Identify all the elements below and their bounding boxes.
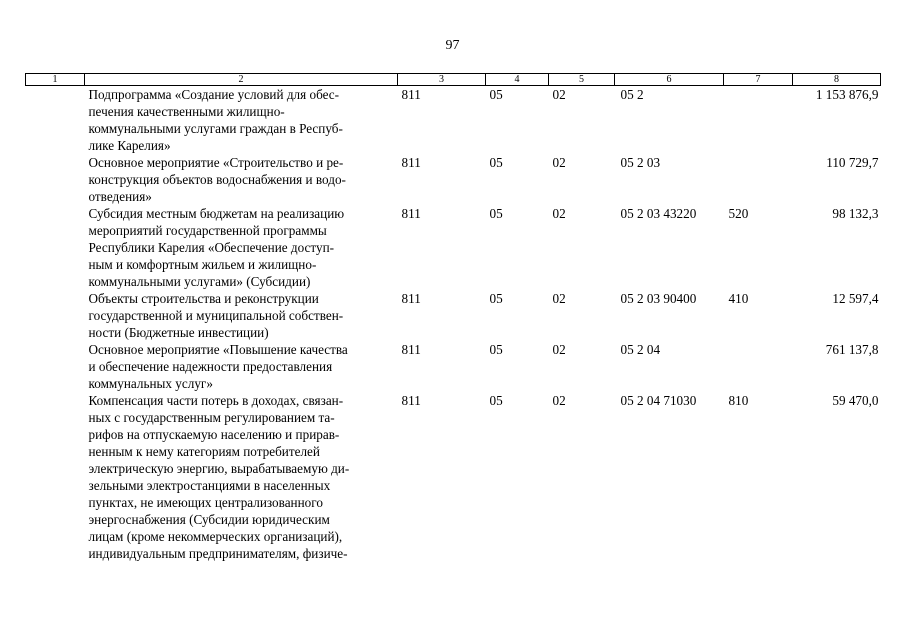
- expense-type-code: [724, 154, 793, 205]
- ministry-code: 811: [401, 206, 421, 221]
- column-header-5: 5: [549, 74, 615, 86]
- amount-value: 761 137,8: [825, 342, 879, 357]
- subsection-code: 02: [552, 87, 566, 102]
- section-code: 05: [489, 393, 503, 408]
- line-item-name-line: зельными электростанциями в населенных: [88, 478, 331, 493]
- column-header-3: 3: [398, 74, 486, 86]
- target-item-code: 05 2 03: [620, 155, 661, 170]
- section-code: 05: [489, 206, 503, 221]
- amount-value: 110 729,7: [826, 155, 879, 170]
- column-header-7: 7: [724, 74, 793, 86]
- amount-value: 98 132,3: [832, 206, 879, 221]
- line-item-name-line: и обеспечение надежности предоставления: [88, 359, 333, 374]
- expense-type-code: 520: [728, 206, 749, 221]
- page-number: 97: [445, 38, 460, 53]
- column-header-6: 6: [615, 74, 724, 86]
- subsection-code: 02: [552, 291, 566, 306]
- line-item-name-line: рифов на отпускаемую населению и прирав-: [88, 427, 340, 442]
- line-item-name: [85, 341, 398, 392]
- line-item-name-line: ненным к нему категориям потребителей: [88, 444, 320, 459]
- column-header-4: 4: [486, 74, 549, 86]
- line-item-name-line: коммунальными услугами граждан в Респуб-: [88, 121, 343, 136]
- line-item-name-line: Компенсация части потерь в доходах, связан-: [88, 393, 344, 408]
- ministry-code: 811: [401, 291, 421, 306]
- table-row: [26, 86, 881, 155]
- cell-col-1: [26, 86, 85, 155]
- table-row: [26, 392, 881, 562]
- ministry-code: 811: [401, 393, 421, 408]
- target-item-code: 05 2 04: [620, 342, 661, 357]
- line-item-name-line: отведения»: [88, 189, 152, 204]
- line-item-name-line: Подпрограмма «Создание условий для обес-: [88, 87, 340, 102]
- line-item-name: [85, 392, 398, 562]
- section-code: 05: [489, 155, 503, 170]
- budget-table: [25, 73, 881, 562]
- line-item-name-line: ности (Бюджетные инвестиции): [88, 325, 269, 340]
- amount-value: 1 153 876,9: [815, 87, 879, 102]
- line-item-name-line: лике Карелия»: [88, 138, 171, 153]
- line-item-name-line: энергоснабжения (Субсидии юридическим: [88, 512, 330, 527]
- line-item-name-line: ным и комфортным жильем и жилищно-: [88, 257, 317, 272]
- cell-col-1: [26, 154, 85, 205]
- line-item-name-line: ных с государственным регулированием та-: [88, 410, 335, 425]
- line-item-name-line: пунктах, не имеющих централизованного: [88, 495, 323, 510]
- target-item-code: 05 2 03 43220: [620, 206, 697, 221]
- line-item-name: [85, 205, 398, 290]
- line-item-name-line: Субсидия местным бюджетам на реализацию: [88, 206, 345, 221]
- ministry-code: 811: [401, 155, 421, 170]
- column-header-1: 1: [26, 74, 85, 86]
- table-body: [26, 86, 881, 563]
- target-item-code: 05 2 03 90400: [620, 291, 697, 306]
- subsection-code: 02: [552, 393, 566, 408]
- subsection-code: 02: [552, 206, 566, 221]
- table-row: [26, 290, 881, 341]
- line-item-name-line: Основное мероприятие «Строительство и ре-: [88, 155, 344, 170]
- subsection-code: 02: [552, 155, 566, 170]
- target-item-code: 05 2: [620, 87, 644, 102]
- line-item-name-line: Объекты строительства и реконструкции: [88, 291, 319, 306]
- column-header-8: 8: [793, 74, 881, 86]
- table-row: [26, 205, 881, 290]
- ministry-code: 811: [401, 87, 421, 102]
- section-code: 05: [489, 342, 503, 357]
- subsection-code: 02: [552, 342, 566, 357]
- line-item-name-line: индивидуальным предпринимателям, физиче-: [88, 546, 348, 561]
- line-item-name-line: мероприятий государственной программы: [88, 223, 327, 238]
- table-row: [26, 154, 881, 205]
- line-item-name-line: электрическую энергию, вырабатываемую ди-: [88, 461, 350, 476]
- cell-col-1: [26, 392, 85, 562]
- cell-col-1: [26, 205, 85, 290]
- column-header-2: 2: [85, 74, 398, 86]
- line-item-name-line: лицам (кроме некоммерческих организаций),: [88, 529, 343, 544]
- line-item-name-line: Республики Карелия «Обеспечение доступ-: [88, 240, 335, 255]
- line-item-name-line: государственной и муниципальной собствен-: [88, 308, 344, 323]
- expense-type-code: 810: [728, 393, 749, 408]
- column-number-row: [26, 74, 881, 86]
- section-code: 05: [489, 87, 503, 102]
- line-item-name-line: конструкция объектов водоснабжения и водо-: [88, 172, 346, 187]
- line-item-name-line: Основное мероприятие «Повышение качества: [88, 342, 348, 357]
- line-item-name-line: печения качественными жилищно-: [88, 104, 285, 119]
- expense-type-code: [724, 86, 793, 155]
- line-item-name-line: коммунальными услугами» (Субсидии): [88, 274, 311, 289]
- target-item-code: 05 2 04 71030: [620, 393, 697, 408]
- cell-col-1: [26, 290, 85, 341]
- amount-value: 59 470,0: [832, 393, 879, 408]
- section-code: 05: [489, 291, 503, 306]
- line-item-name: [85, 290, 398, 341]
- cell-col-1: [26, 341, 85, 392]
- expense-type-code: 410: [728, 291, 749, 306]
- ministry-code: 811: [401, 342, 421, 357]
- table-row: [26, 341, 881, 392]
- line-item-name-line: коммунальных услуг»: [88, 376, 213, 391]
- line-item-name: [85, 154, 398, 205]
- line-item-name: [85, 86, 398, 155]
- expense-type-code: [724, 341, 793, 392]
- amount-value: 12 597,4: [832, 291, 879, 306]
